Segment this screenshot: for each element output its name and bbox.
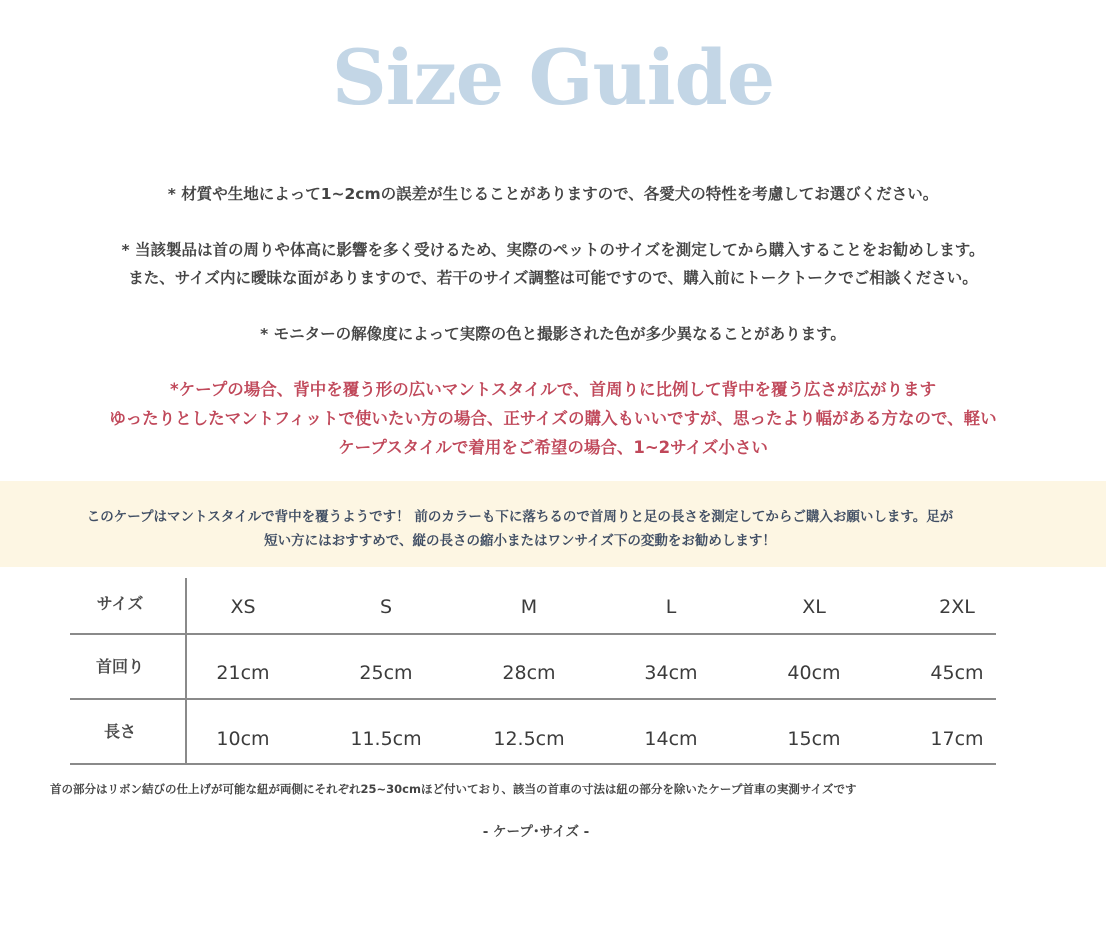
table-cell: 14cm	[644, 728, 698, 750]
size-header-xs: XS	[230, 596, 256, 618]
note-material-tolerance: * 材質や生地によって1~2cmの誤差が生じることがありますので、各愛犬の特性を考慮してお選びください。	[167, 185, 939, 203]
table-cell: 17cm	[930, 728, 984, 750]
banner-line-2: 短い方にはおすすめで、縦の長さの縮小またはワンサイズ下の変動をお勧めします！	[264, 533, 776, 549]
cape-note-line-1: *ケープの場合、背中を覆う形の広いマントスタイルで、首周りに比例して背中を覆う広さが広がります	[170, 380, 936, 399]
row-label-neck: 首回り	[95, 657, 144, 676]
row-label-length: 長さ	[103, 722, 136, 741]
size-header-2xl: 2XL	[939, 596, 975, 618]
table-cell: 21cm	[216, 662, 270, 684]
table-caption: - ケープ･サイズ -	[482, 824, 590, 840]
table-header-label: サイズ	[96, 594, 144, 613]
table-cell: 40cm	[787, 662, 841, 684]
table-cell: 25cm	[359, 662, 413, 684]
banner-line-1: このケープはマントスタイルで背中を覆うようです！ 前のカラーも下に落ちるので首周りと足の長さを測定してからご購入お願いします。足が	[86, 509, 954, 525]
page-title: Size Guide	[331, 33, 775, 122]
cape-info-banner	[0, 481, 1106, 567]
size-table	[0, 578, 1106, 768]
size-header-l: L	[665, 596, 677, 618]
table-cell: 45cm	[930, 662, 984, 684]
table-cell: 15cm	[787, 728, 841, 750]
table-cell: 28cm	[502, 662, 556, 684]
table-cell: 34cm	[644, 662, 698, 684]
note-monitor-color: * モニターの解像度によって実際の色と撮影された色が多少異なることがあります。	[260, 325, 846, 343]
table-footnote: 首の部分はリボン結びの仕上げが可能な紐が両側にそれぞれ25~30cmほど付いており、該当の首車の寸法は紐の部分を除いたケープ首車の実測サイズです	[50, 782, 857, 796]
note-measure-line-2: また、サイズ内に曖昧な面がありますので、若干のサイズ調整は可能ですので、購入前にトークトークでご相談ください。	[128, 269, 978, 287]
table-cell: 12.5cm	[493, 728, 565, 750]
size-header-xl: XL	[802, 596, 826, 618]
table-cell: 10cm	[216, 728, 270, 750]
table-cell: 11.5cm	[350, 728, 422, 750]
size-header-s: S	[379, 596, 393, 618]
cape-note-line-3: ケープスタイルで着用をご希望の場合、1~2サイズ小さい	[338, 438, 768, 457]
note-measure-line-1: * 当該製品は首の周りや体高に影響を多く受けるため、実際のペットのサイズを測定してから購入することをお勧めします。	[121, 241, 985, 259]
table-divider-header	[70, 633, 996, 635]
size-header-m: M	[520, 596, 538, 618]
table-divider-row-1	[70, 698, 996, 700]
cape-note-line-2: ゆったりとしたマントフィットで使いたい方の場合、正サイズの購入もいいですが、思ったより幅がある方なので、軽い	[109, 409, 997, 428]
table-divider-row-2	[70, 763, 996, 765]
